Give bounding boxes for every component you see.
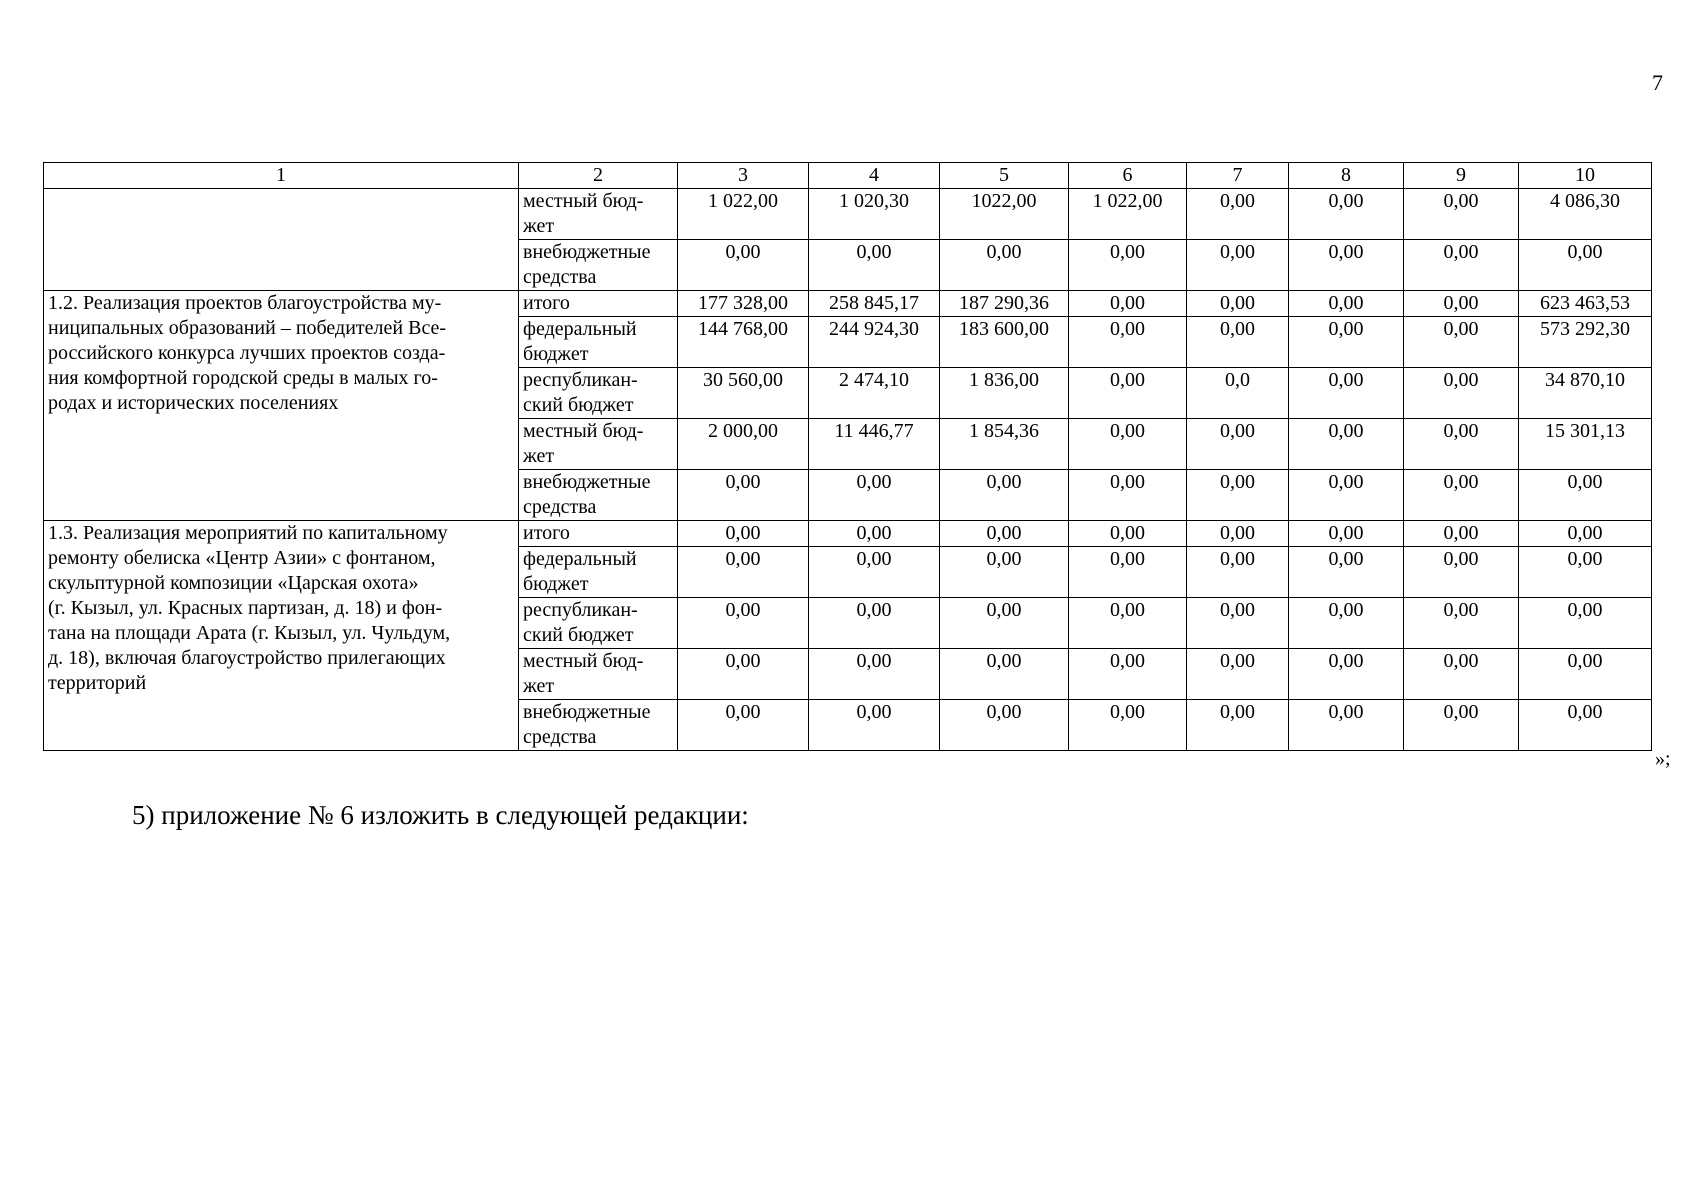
amount-cell: 0,00: [1069, 547, 1187, 598]
closing-quote: »;: [1655, 748, 1671, 770]
measure-name-cell: 1.3. Реализация мероприятий по капитальному ремонту обелиска «Центр Азии» с фонтаном, скульптурной композиции «Царская охота» (г. Кызыл, ул. Красных партизан, д. 18) и фон- тана на площади Арата (г. Кызыл, ул. Чульдум, д. 18), включая благоустройство прилегающих территорий: [44, 521, 519, 751]
column-number-cell: 8: [1289, 163, 1404, 189]
amount-cell: 0,00: [809, 547, 940, 598]
table-row: [44, 189, 1652, 240]
amount-cell: 1 836,00: [940, 368, 1069, 419]
amount-cell: 0,00: [1187, 240, 1289, 291]
amount-cell: 0,00: [1404, 700, 1519, 751]
amount-cell: 0,00: [1404, 317, 1519, 368]
amount-cell: 0,00: [1187, 700, 1289, 751]
amount-cell: 0,00: [678, 598, 809, 649]
funding-source-cell: федеральный бюджет: [519, 317, 678, 368]
funding-source-cell: итого: [519, 521, 678, 547]
amount-cell: 0,00: [1289, 291, 1404, 317]
amount-cell: 0,00: [1069, 368, 1187, 419]
amount-cell: 0,00: [1404, 598, 1519, 649]
funding-source-cell: местный бюд- жет: [519, 649, 678, 700]
amount-cell: 0,00: [1069, 649, 1187, 700]
table-body: [44, 163, 1652, 751]
amount-cell: 0,00: [1187, 317, 1289, 368]
amount-cell: 0,00: [1404, 649, 1519, 700]
amount-cell: 0,00: [940, 547, 1069, 598]
column-number-cell: 5: [940, 163, 1069, 189]
amount-cell: 187 290,36: [940, 291, 1069, 317]
amount-cell: 0,00: [1519, 470, 1652, 521]
measure-name-cell: 1.2. Реализация проектов благоустройства му- ниципальных образований – победителей Все- российского конкурса лучших проектов созда- ния комфортной городской среды в малых го- родах и исторических поселениях: [44, 291, 519, 521]
amount-cell: 0,00: [1404, 189, 1519, 240]
amount-cell: 0,00: [1289, 189, 1404, 240]
amount-cell: 0,00: [1404, 368, 1519, 419]
funding-source-cell: внебюджетные средства: [519, 700, 678, 751]
amount-cell: 0,00: [1069, 598, 1187, 649]
column-number-row: [44, 163, 1652, 189]
amount-cell: 0,00: [1069, 470, 1187, 521]
column-number-cell: 1: [44, 163, 519, 189]
amount-cell: 0,00: [940, 470, 1069, 521]
amendment-instruction: 5) приложение № 6 изложить в следующей редакции:: [132, 800, 749, 830]
amount-cell: 0,00: [678, 700, 809, 751]
amount-cell: 0,00: [1187, 291, 1289, 317]
amount-cell: 0,00: [1404, 547, 1519, 598]
amount-cell: 623 463,53: [1519, 291, 1652, 317]
amount-cell: 0,00: [1289, 649, 1404, 700]
page-number: 7: [1652, 70, 1663, 95]
column-number-cell: 9: [1404, 163, 1519, 189]
amount-cell: 0,00: [940, 649, 1069, 700]
amount-cell: 0,00: [1519, 598, 1652, 649]
amount-cell: 0,00: [1289, 419, 1404, 470]
amount-cell: 0,00: [1289, 240, 1404, 291]
amount-cell: 0,00: [1187, 189, 1289, 240]
funding-source-cell: итого: [519, 291, 678, 317]
column-number-cell: 3: [678, 163, 809, 189]
amount-cell: 0,00: [809, 649, 940, 700]
amount-cell: 0,00: [678, 547, 809, 598]
amount-cell: 0,00: [1187, 649, 1289, 700]
amount-cell: 0,0: [1187, 368, 1289, 419]
funding-source-cell: федеральный бюджет: [519, 547, 678, 598]
amount-cell: 0,00: [1069, 291, 1187, 317]
funding-source-cell: республикан- ский бюджет: [519, 598, 678, 649]
amount-cell: 0,00: [940, 240, 1069, 291]
amount-cell: 0,00: [1069, 521, 1187, 547]
amount-cell: 144 768,00: [678, 317, 809, 368]
amount-cell: 0,00: [1289, 700, 1404, 751]
amount-cell: 0,00: [1519, 700, 1652, 751]
amount-cell: 0,00: [1069, 700, 1187, 751]
column-number-cell: 10: [1519, 163, 1652, 189]
amount-cell: 4 086,30: [1519, 189, 1652, 240]
column-number-cell: 7: [1187, 163, 1289, 189]
amount-cell: 1 854,36: [940, 419, 1069, 470]
amount-cell: 0,00: [1404, 419, 1519, 470]
amount-cell: 0,00: [1187, 419, 1289, 470]
amount-cell: 0,00: [1069, 240, 1187, 291]
amount-cell: 0,00: [678, 649, 809, 700]
amount-cell: 0,00: [809, 521, 940, 547]
amount-cell: 0,00: [1069, 317, 1187, 368]
amount-cell: 0,00: [1519, 649, 1652, 700]
amount-cell: 0,00: [1187, 598, 1289, 649]
amount-cell: 0,00: [809, 240, 940, 291]
amount-cell: 0,00: [1289, 368, 1404, 419]
funding-source-cell: внебюджетные средства: [519, 470, 678, 521]
amount-cell: 0,00: [1289, 470, 1404, 521]
column-number-cell: 2: [519, 163, 678, 189]
table-row: [44, 291, 1652, 317]
budget-table: [43, 162, 1652, 751]
amount-cell: 0,00: [1404, 291, 1519, 317]
amount-cell: 0,00: [1519, 240, 1652, 291]
amount-cell: 30 560,00: [678, 368, 809, 419]
amount-cell: 0,00: [678, 521, 809, 547]
amount-cell: 177 328,00: [678, 291, 809, 317]
amount-cell: 0,00: [1404, 470, 1519, 521]
column-number-cell: 4: [809, 163, 940, 189]
amount-cell: 183 600,00: [940, 317, 1069, 368]
amount-cell: 0,00: [1289, 547, 1404, 598]
amount-cell: 0,00: [1519, 521, 1652, 547]
amount-cell: 258 845,17: [809, 291, 940, 317]
amount-cell: 2 474,10: [809, 368, 940, 419]
amount-cell: 15 301,13: [1519, 419, 1652, 470]
amount-cell: 1 020,30: [809, 189, 940, 240]
amount-cell: 34 870,10: [1519, 368, 1652, 419]
amount-cell: 0,00: [678, 470, 809, 521]
amount-cell: 1 022,00: [1069, 189, 1187, 240]
amount-cell: 0,00: [1289, 317, 1404, 368]
amount-cell: 0,00: [1069, 419, 1187, 470]
amount-cell: 0,00: [940, 598, 1069, 649]
amount-cell: 11 446,77: [809, 419, 940, 470]
amount-cell: 0,00: [1519, 547, 1652, 598]
measure-name-cell: [44, 189, 519, 291]
amount-cell: 0,00: [1187, 521, 1289, 547]
amount-cell: 573 292,30: [1519, 317, 1652, 368]
amount-cell: 244 924,30: [809, 317, 940, 368]
funding-source-cell: местный бюд- жет: [519, 189, 678, 240]
amount-cell: 0,00: [940, 521, 1069, 547]
amount-cell: 0,00: [1187, 547, 1289, 598]
amount-cell: 0,00: [1289, 598, 1404, 649]
amount-cell: 0,00: [809, 598, 940, 649]
amount-cell: 0,00: [1404, 521, 1519, 547]
table-row: [44, 521, 1652, 547]
amount-cell: 0,00: [1404, 240, 1519, 291]
amount-cell: 1 022,00: [678, 189, 809, 240]
funding-source-cell: республикан- ский бюджет: [519, 368, 678, 419]
amount-cell: 0,00: [940, 700, 1069, 751]
amount-cell: 0,00: [809, 700, 940, 751]
amount-cell: 0,00: [678, 240, 809, 291]
amount-cell: 1022,00: [940, 189, 1069, 240]
column-number-cell: 6: [1069, 163, 1187, 189]
funding-source-cell: местный бюд- жет: [519, 419, 678, 470]
amount-cell: 0,00: [809, 470, 940, 521]
amount-cell: 0,00: [1187, 470, 1289, 521]
funding-source-cell: внебюджетные средства: [519, 240, 678, 291]
amount-cell: 2 000,00: [678, 419, 809, 470]
amount-cell: 0,00: [1289, 521, 1404, 547]
